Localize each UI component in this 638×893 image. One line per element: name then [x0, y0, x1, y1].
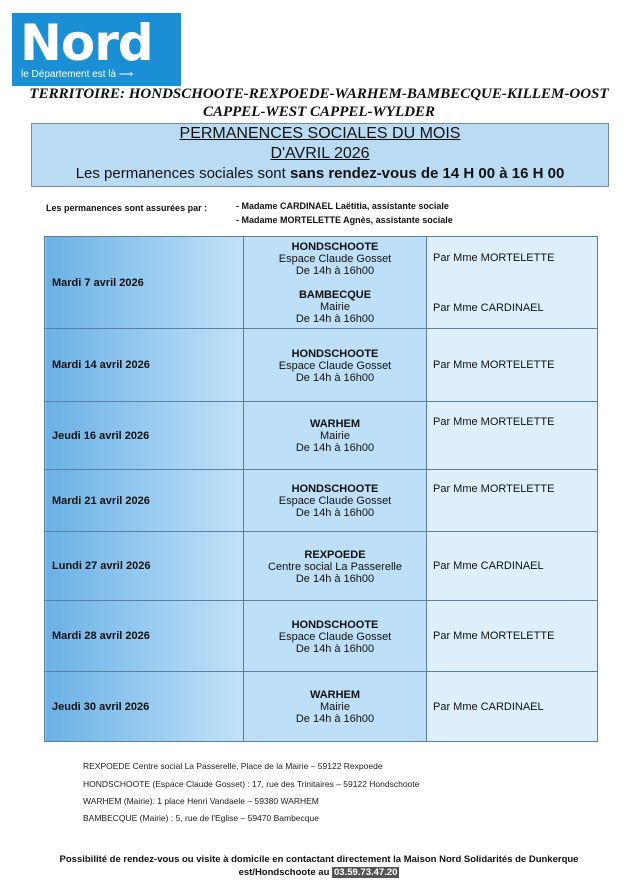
row-who: Par Mme MORTELETTE [427, 601, 598, 672]
table-row [45, 470, 598, 532]
table-row [45, 329, 598, 402]
row-place [244, 329, 427, 402]
table-row [45, 601, 598, 672]
place-venue: Espace Claude Gosset [278, 359, 392, 372]
address-warhem: WARHEM (Mairie): 1 place Henri Vandaele – 59380 WARHEM [83, 796, 319, 806]
row-place [244, 237, 427, 329]
row-who: Par Mme CARDINAEL [427, 672, 598, 742]
assurees-line-1: - Madame CARDINAEL Laëtitia, assistante sociale [236, 201, 449, 211]
row-who: Par Mme MORTELETTE [427, 329, 598, 402]
row-date: Mardi 7 avril 2026 [45, 237, 244, 329]
row-place [244, 402, 427, 470]
subtitle-bold: sans rendez-vous de 14 H 00 à 16 H 00 [289, 165, 565, 182]
place-time: De 14h à 16h00 [295, 572, 375, 585]
assurees-line-2: - Madame MORTELETTE Agnès, assistante sociale [236, 215, 453, 225]
place-time: De 14h à 16h00 [295, 313, 375, 325]
territory-line-1: TERRITOIRE: HONDSCHOOTE-REXPOEDE-WARHEM-BAMBECQUE-KILLEM-OOST [29, 86, 609, 102]
assistant-name: Par Mme CARDINAEL [433, 301, 544, 314]
row-date: Mardi 14 avril 2026 [45, 329, 244, 402]
place-venue: Mairie [320, 701, 350, 713]
header-title-2: D'AVRIL 2026 [270, 145, 370, 162]
footer-prefix: est/Hondschoote au [238, 867, 333, 878]
row-who: Par Mme CARDINAEL [427, 532, 598, 601]
place-time: De 14h à 16h00 [295, 642, 375, 655]
place-venue: Espace Claude Gosset [278, 253, 392, 265]
place-time: De 14h à 16h00 [295, 442, 375, 454]
row-date: Mardi 28 avril 2026 [45, 601, 244, 672]
row-who [427, 237, 598, 329]
logo-tagline: le Département est là ⟶ [21, 69, 134, 80]
table-row [45, 532, 598, 601]
table-row [45, 402, 598, 470]
place-venue: Espace Claude Gosset [278, 495, 392, 507]
header-box [31, 123, 609, 187]
row-place [244, 672, 427, 742]
place-name: WARHEM [309, 689, 361, 701]
row-who: Par Mme MORTELETTE [427, 402, 598, 470]
place-venue: Centre social La Passerelle [268, 560, 402, 573]
place-name: WARHEM [309, 418, 361, 430]
place-name: HONDSCHOOTE [291, 618, 379, 631]
place-name: HONDSCHOOTE [291, 241, 379, 253]
header-subtitle [32, 165, 608, 182]
territory-line-2: CAPPEL-WEST CAPPEL-WYLDER [202, 104, 436, 120]
place-name: HONDSCHOOTE [291, 483, 379, 495]
place-venue: Espace Claude Gosset [278, 630, 392, 643]
address-rexpoede: REXPOEDE Centre social La Passerelle, Place de la Mairie – 59122 Rexpoede [83, 761, 383, 771]
place-name: BAMBECQUE [298, 289, 372, 301]
row-date: Jeudi 16 avril 2026 [45, 402, 244, 470]
row-date: Jeudi 30 avril 2026 [45, 672, 244, 742]
footer-line-1: Possibilité de rendez-vous ou visite à domicile en contactant directement la Maison Nord Solidarités de Dunkerque [59, 854, 579, 865]
address-bambecque: BAMBECQUE (Mairie) : 5, rue de l'Eglise – 59470 Bambecque [83, 813, 319, 823]
table-row [45, 237, 598, 329]
place-name: REXPOEDE [304, 548, 366, 561]
assistant-name: Par Mme MORTELETTE [433, 251, 555, 264]
row-who: Par Mme MORTELETTE [427, 470, 598, 532]
place-time: De 14h à 16h00 [295, 507, 375, 519]
place-time: De 14h à 16h00 [295, 713, 375, 725]
subtitle-prefix: Les permanences sociales sont [75, 165, 290, 182]
row-date: Lundi 27 avril 2026 [45, 532, 244, 601]
table-row [45, 672, 598, 742]
place-name: HONDSCHOOTE [291, 347, 379, 360]
nord-logo [12, 13, 181, 86]
place-venue: Mairie [320, 301, 350, 313]
address-hondschoote: HONDSCHOOTE (Espace Claude Gosset) : 17, rue des Trinitaires – 59122 Hondschoote [83, 779, 420, 789]
place-venue: Mairie [320, 430, 350, 442]
assurees-label: Les permanences sont assurées par : [46, 203, 208, 213]
row-date: Mardi 21 avril 2026 [45, 470, 244, 532]
place-time: De 14h à 16h00 [295, 265, 375, 277]
header-title-1: PERMANENCES SOCIALES DU MOIS [179, 125, 461, 142]
logo-name: Nord [20, 14, 153, 72]
schedule-table [44, 236, 598, 742]
row-place [244, 470, 427, 532]
row-place [244, 532, 427, 601]
footer-line-2 [0, 867, 638, 878]
phone-number: 03.59.73.47.20 [334, 867, 398, 878]
row-place [244, 601, 427, 672]
place-time: De 14h à 16h00 [295, 371, 375, 384]
